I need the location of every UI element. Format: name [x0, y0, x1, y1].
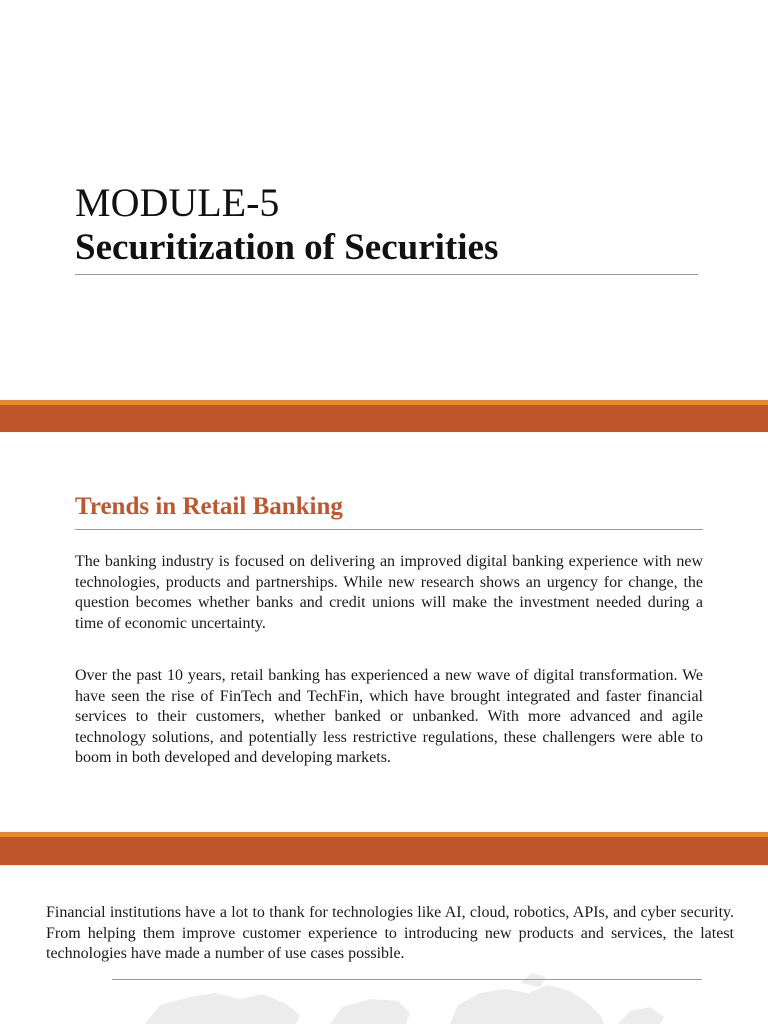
section-heading: Trends in Retail Banking [75, 493, 343, 520]
title-slide [0, 0, 768, 400]
heading-divider [75, 529, 703, 530]
body-paragraph: The banking industry is focused on delivering an improved digital banking experience with new technologies, products and partnerships. While new research shows an urgency for change, the question becomes whether banks and credit unions will make the investment needed during a time of economic uncertainty. [75, 553, 703, 632]
content-slide [0, 432, 768, 832]
title-divider [75, 274, 698, 275]
content-slide [0, 865, 768, 1024]
body-paragraph: Financial institutions have a lot to thank for technologies like AI, cloud, robotics, APIs, and cyber security. From helping them improve customer experience to introducing new products and services, the latest technologies have made a number of use cases possible. [46, 904, 734, 962]
separator-stripe [0, 832, 768, 837]
module-title: Securitization of Securities [75, 227, 499, 268]
slide-separator-band [0, 832, 768, 865]
module-label: MODULE-5 [75, 180, 280, 225]
body-paragraph: Over the past 10 years, retail banking has experienced a new wave of digital transformation. We have seen the rise of FinTech and TechFin, which have brought integrated and faster financial services to their customers, whether banked or unbanked. With more advanced and agile technology solutions, and potentially less restrictive regulations, these challengers were able to boom in both developed and developing markets. [75, 667, 703, 766]
separator-stripe [0, 400, 768, 405]
slide-separator-band [0, 400, 768, 432]
content-divider [112, 979, 702, 980]
